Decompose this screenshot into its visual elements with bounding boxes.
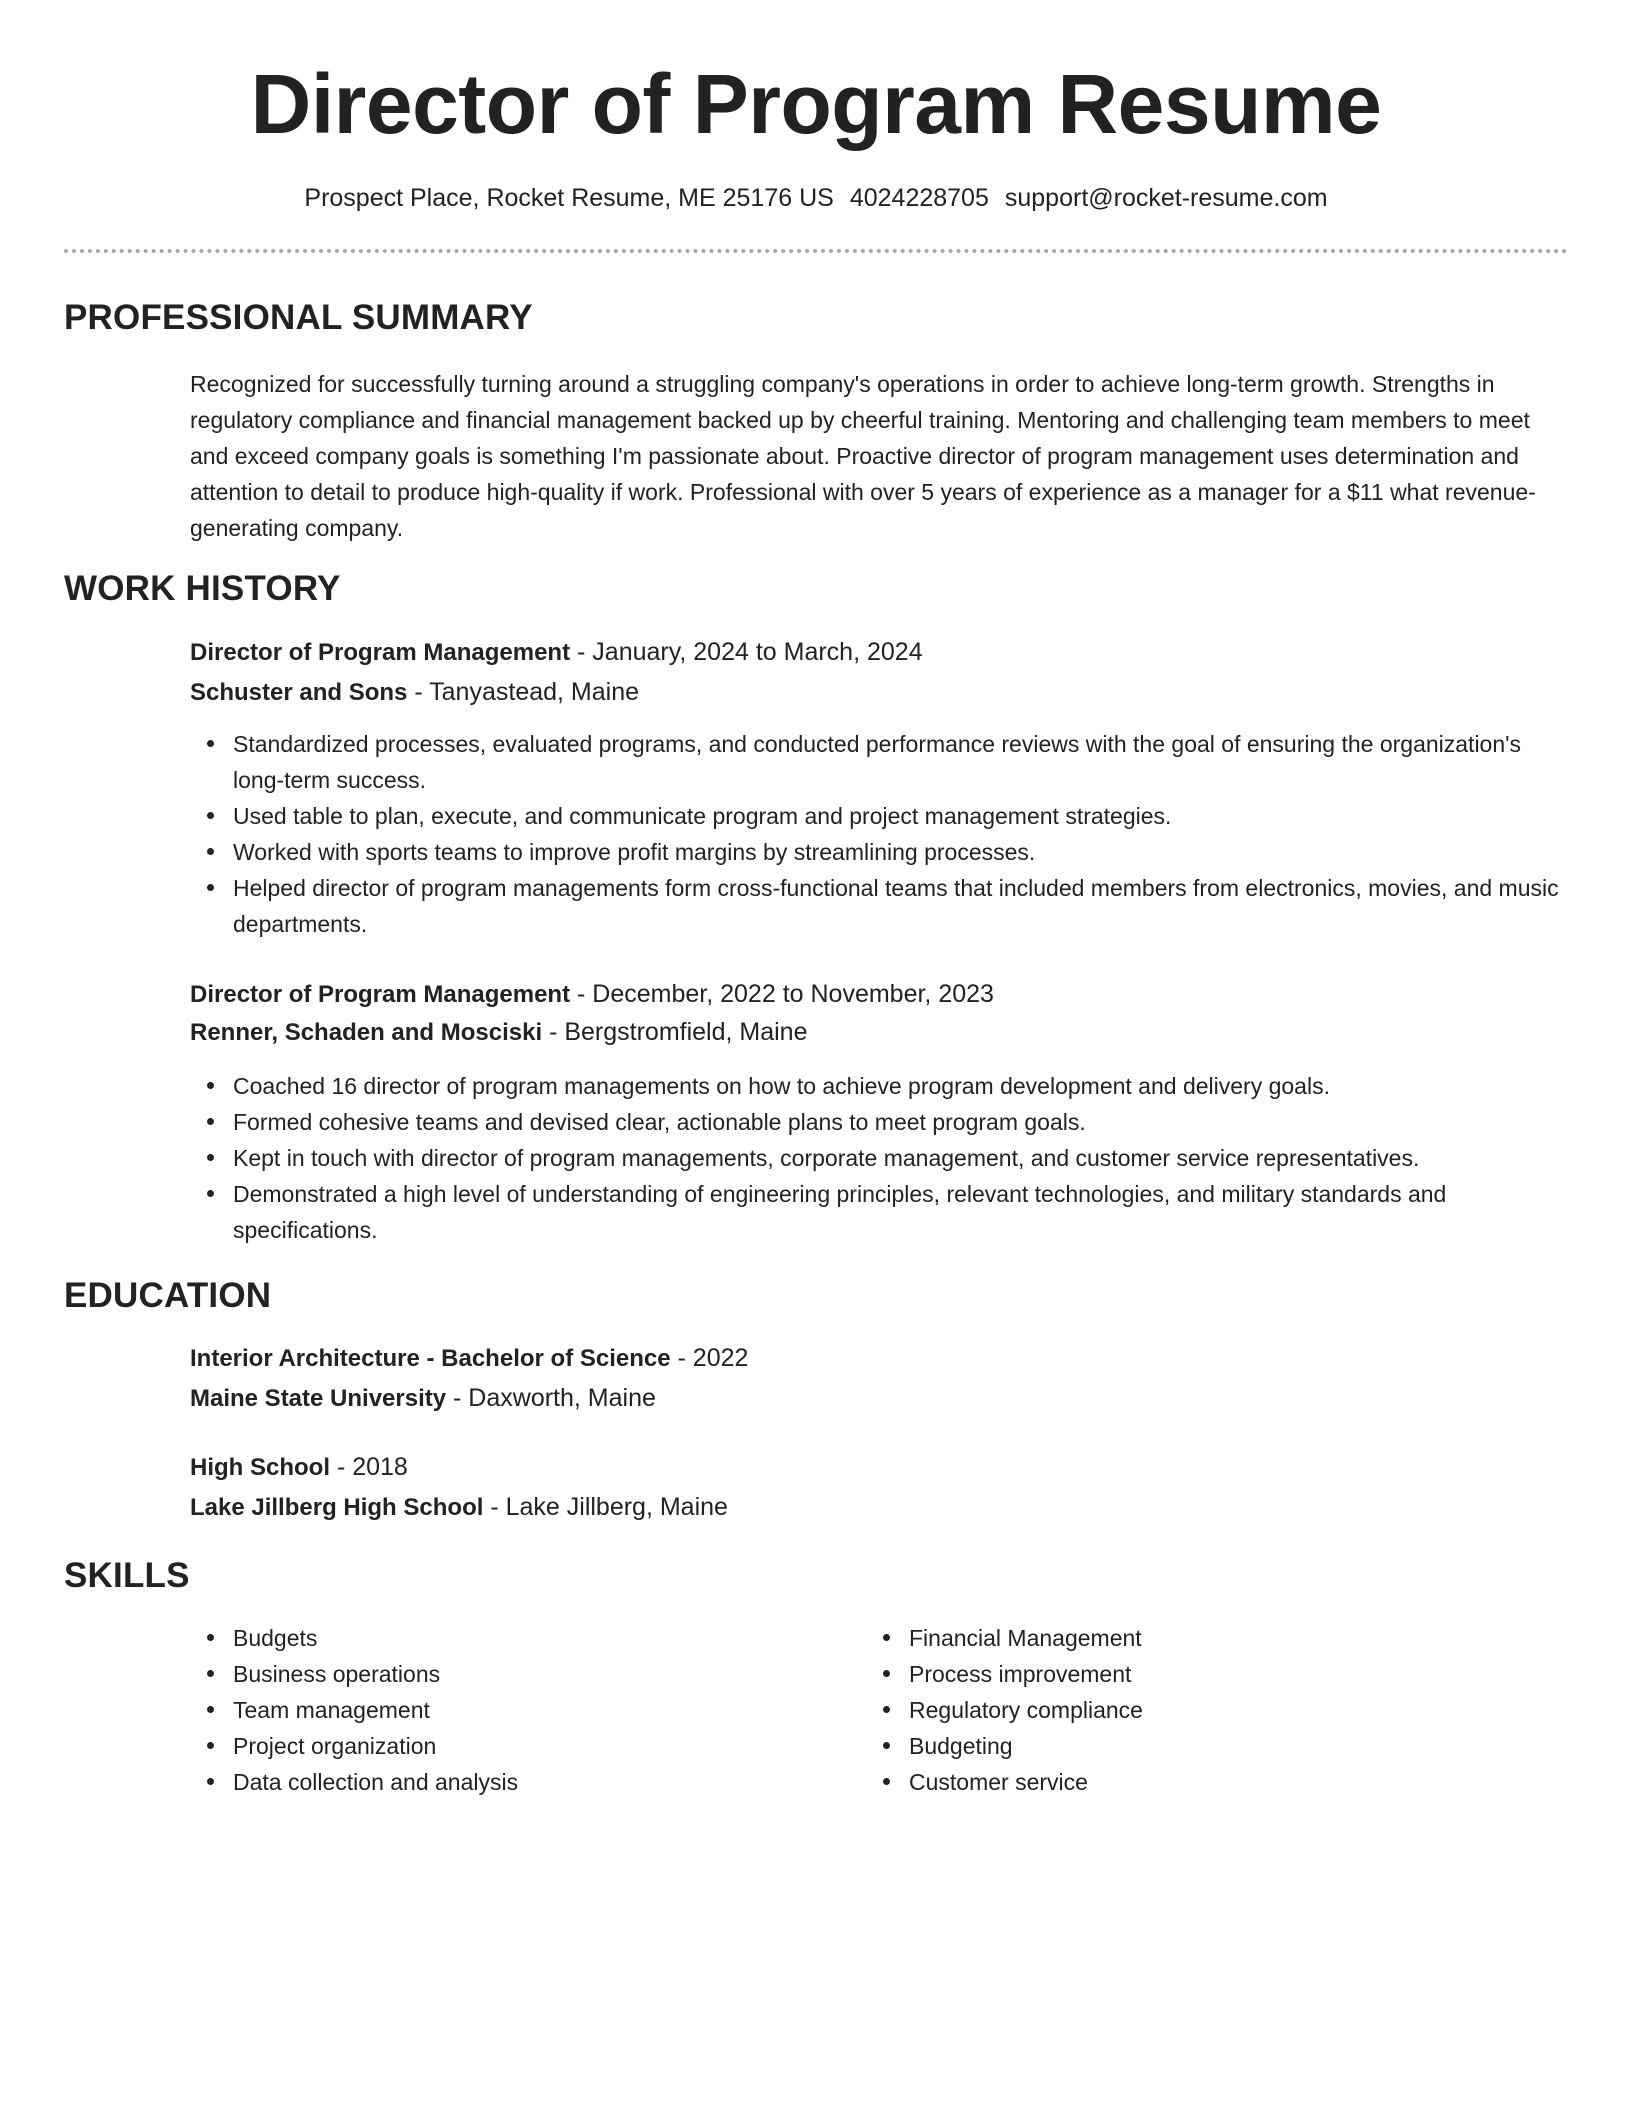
job-1-dates: - January, 2024 to March, 2024: [570, 638, 923, 666]
skill-item: Regulatory compliance: [909, 1692, 1632, 1728]
skill-item: Data collection and analysis: [233, 1764, 1573, 1800]
skills-heading: SKILLS: [64, 1556, 190, 1595]
edu-2-degree-line: [190, 1449, 408, 1486]
contact-email: support@rocket-resume.com: [1004, 184, 1328, 212]
edu-1-school-line: [190, 1380, 656, 1417]
edu-1-location: - Daxworth, Maine: [446, 1384, 656, 1412]
contact-address: Prospect Place, Rocket Resume, ME 25176 US: [304, 184, 834, 212]
edu-1-degree: Interior Architecture - Bachelor of Science: [190, 1345, 671, 1372]
edu-2-location: - Lake Jillberg, Maine: [483, 1493, 728, 1521]
job-2-company-line: [190, 1014, 808, 1051]
job-2-bullets: [233, 1068, 1573, 1248]
edu-2-school-line: [190, 1489, 728, 1526]
skill-item: Team management: [233, 1692, 1573, 1728]
skill-item: Budgets: [233, 1620, 1573, 1656]
list-item: Helped director of program managements form cross-functional teams that included members from electronics, movies, and music departments.: [233, 870, 1573, 942]
list-item: Used table to plan, execute, and communicate program and project management strategies.: [233, 798, 1573, 834]
edu-1-degree-line: [190, 1340, 748, 1377]
list-item: Coached 16 director of program managements on how to achieve program development and delivery goals.: [233, 1068, 1573, 1104]
edu-1-year: - 2022: [670, 1344, 749, 1372]
edu-1-school: Maine State University: [190, 1385, 447, 1412]
edu-2-degree: High School: [190, 1454, 330, 1481]
summary-heading: PROFESSIONAL SUMMARY: [64, 298, 533, 337]
education-heading: EDUCATION: [64, 1276, 272, 1315]
job-1-title-line: [190, 634, 923, 671]
job-2-dates: - December, 2022 to November, 2023: [570, 980, 994, 1008]
list-item: Kept in touch with director of program managements, corporate management, and customer service representatives.: [233, 1140, 1573, 1176]
edu-2-school: Lake Jillberg High School: [190, 1494, 484, 1521]
job-1-title: Director of Program Management: [190, 639, 571, 666]
skill-item: Process improvement: [909, 1656, 1632, 1692]
summary-text: Recognized for successfully turning around a struggling company's operations in order to achieve long-term growth. Strengths in regulatory compliance and financial management backed up by cheerful training. Mentoring and challenging team members to meet and exceed company goals is something I'm passionate about. Proactive director of program management uses determination and attention to detail to produce high-quality if work. Professional with over 5 years of experience as a manager for a $11 what revenue-generating company.: [190, 371, 1536, 541]
job-1-bullets: [233, 726, 1573, 942]
skill-item: Budgeting: [909, 1728, 1632, 1764]
header-divider: [64, 249, 1568, 253]
list-item: Worked with sports teams to improve profit margins by streamlining processes.: [233, 834, 1573, 870]
job-2-title: Director of Program Management: [190, 981, 571, 1008]
resume-title: Director of Program Resume: [250, 57, 1382, 151]
skills-list-right: [909, 1620, 1632, 1800]
job-1-company-line: [190, 674, 639, 711]
job-1-company: Schuster and Sons: [190, 679, 408, 706]
work-history-heading: WORK HISTORY: [64, 569, 341, 608]
job-2-company: Renner, Schaden and Mosciski: [190, 1019, 543, 1046]
list-item: Standardized processes, evaluated programs, and conducted performance reviews with the goal of ensuring the organization's long-term success.: [233, 726, 1573, 798]
job-1-location: - Tanyastead, Maine: [407, 678, 640, 706]
skill-item: Financial Management: [909, 1620, 1632, 1656]
list-item: Demonstrated a high level of understanding of engineering principles, relevant technologies, and military standards and specifications.: [233, 1176, 1573, 1248]
skill-item: Business operations: [233, 1656, 1573, 1692]
job-2-location: - Bergstromfield, Maine: [542, 1018, 808, 1046]
contact-phone: 4024228705: [849, 184, 989, 212]
job-2-title-line: [190, 976, 994, 1013]
list-item: Formed cohesive teams and devised clear, actionable plans to meet program goals.: [233, 1104, 1573, 1140]
skill-item: Customer service: [909, 1764, 1632, 1800]
edu-2-year: - 2018: [330, 1453, 408, 1481]
contact-line: [0, 180, 1632, 216]
skill-item: Project organization: [233, 1728, 1573, 1764]
